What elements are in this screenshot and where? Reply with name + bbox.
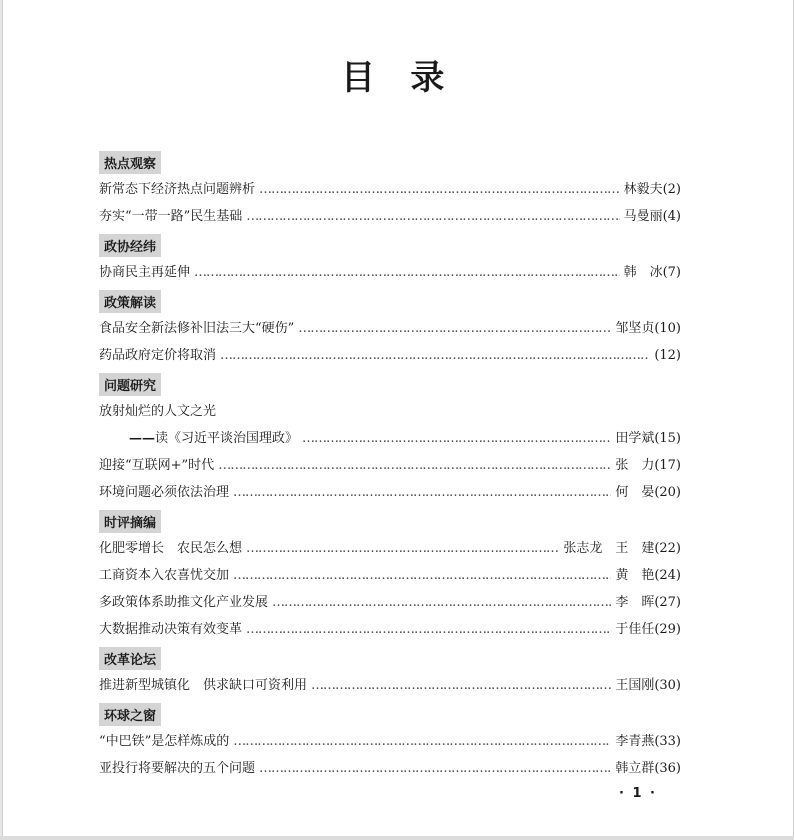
entry-title: 迎接“互联网+”时代 [99,458,215,473]
dot-leader [220,342,650,369]
toc-entry[interactable] [99,315,681,342]
entry-title: 化肥零增长 农民怎么想 [99,541,243,556]
toc-section-commentary [99,506,681,643]
entry-author-page: 张 力(17) [615,458,681,473]
dot-leader [246,616,611,643]
toc-entry-subtitle[interactable] [99,425,681,452]
entry-author-page: 何 晏(20) [615,485,681,500]
entry-title: 亚投行将要解决的五个问题 [99,761,256,776]
entry-title: 药品政府定价将取消 [99,348,217,363]
toc-entry[interactable] [99,728,681,755]
entry-author-page: 张志龙 王 建(22) [563,541,681,556]
toc-entry[interactable] [99,562,681,589]
toc-section-policy [99,286,681,369]
entry-author-page: 田学斌(15) [615,431,681,446]
toc-entry[interactable] [99,589,681,616]
entry-author-page: (12) [654,348,681,363]
dot-leader [233,728,611,755]
dot-leader [233,479,611,506]
subtitle-text: 读《习近平谈治国理政》 [155,431,299,446]
section-heading: 政协经纬 [99,234,161,257]
toc-entry[interactable] [99,342,681,369]
entry-title: 放射灿烂的人文之光 [99,404,217,419]
toc-entry[interactable] [99,535,681,562]
dot-leader [298,315,611,342]
entry-title: 推进新型城镇化 供求缺口可资利用 [99,678,308,693]
dot-leader [246,203,619,230]
viewer-bottom-edge [0,836,794,840]
dot-leader [302,425,611,452]
entry-title: 工商资本入农喜忧交加 [99,568,230,583]
entry-author-page: 李青燕(33) [615,734,681,749]
entry-title: 夯实“一带一路”民生基础 [99,209,243,224]
dot-leader [246,535,559,562]
document-page [2,0,794,836]
section-heading: 问题研究 [99,373,161,396]
toc-entry[interactable] [99,672,681,699]
toc-section-global [99,699,681,782]
entry-title: 协商民主再延伸 [99,265,191,280]
toc-section-cppcc [99,230,681,286]
dot-leader [272,589,611,616]
section-heading: 政策解读 [99,290,161,313]
toc-entry[interactable] [99,176,681,203]
page-title: 目 录 [340,58,446,98]
entry-author-page: 韩 冰(7) [623,265,681,280]
em-dash: —— [129,431,155,446]
entry-title: 环境问题必须依法治理 [99,485,230,500]
entry-subtitle [129,425,298,452]
toc-section-research [99,369,681,506]
entry-author-page: 黄 艳(24) [615,568,681,583]
dot-leader [311,672,611,699]
section-heading: 热点观察 [99,151,161,174]
dot-leader [218,452,611,479]
dot-leader [194,259,620,286]
entry-author-page: 马曼丽(4) [623,209,681,224]
toc-entry[interactable] [99,479,681,506]
entry-title: 多政策体系助推文化产业发展 [99,595,269,610]
dot-leader [233,562,611,589]
entry-author-page: 于佳任(29) [615,622,681,637]
dot-leader [259,755,611,782]
toc-section-reform [99,643,681,699]
page-number: · 1 · [619,786,657,801]
toc-entry[interactable] [99,452,681,479]
toc-entry[interactable] [99,616,681,643]
section-heading: 环球之窗 [99,703,161,726]
toc-entry[interactable] [99,259,681,286]
entry-author-page: 王国刚(30) [615,678,681,693]
dot-leader [259,176,620,203]
entry-author-page: 林毅夫(2) [623,182,681,197]
table-of-contents [99,147,681,782]
entry-author-page: 邹坚贞(10) [615,321,681,336]
entry-title: 新常态下经济热点问题辨析 [99,182,256,197]
toc-entry[interactable] [99,203,681,230]
entry-title: 大数据推动决策有效变革 [99,622,243,637]
toc-section-hotspot [99,147,681,230]
toc-entry-main-title[interactable] [99,398,681,425]
entry-title: 食品安全新法修补旧法三大“硬伤” [99,321,295,336]
section-heading: 改革论坛 [99,647,161,670]
toc-entry[interactable] [99,755,681,782]
entry-author-page: 韩立群(36) [615,761,681,776]
section-heading: 时评摘编 [99,510,161,533]
entry-author-page: 李 晖(27) [615,595,681,610]
entry-title: “中巴铁”是怎样炼成的 [99,734,230,749]
